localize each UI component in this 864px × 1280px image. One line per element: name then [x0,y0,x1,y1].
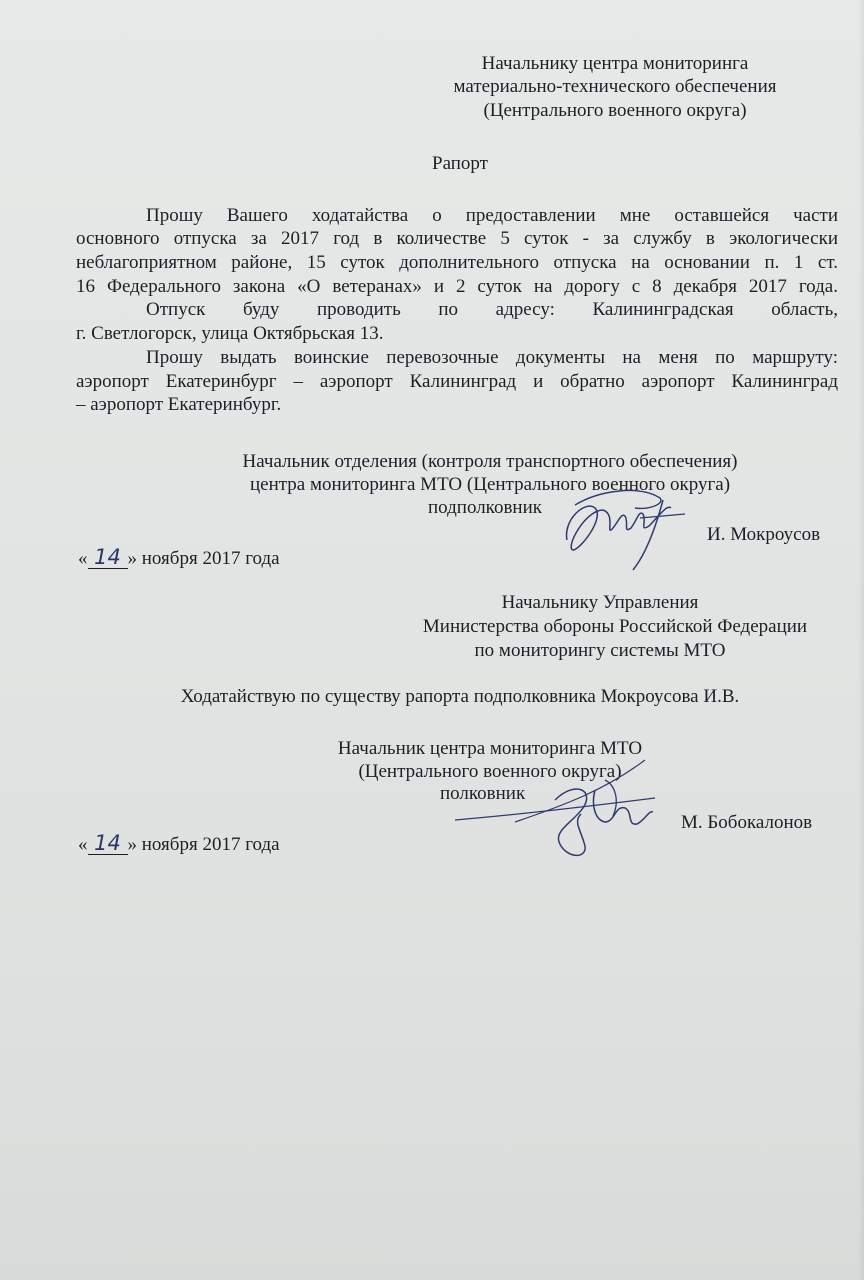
signer1-date-rest: » ноября 2017 года [127,548,280,569]
body-line-6: г. Светлогорск, улица Октябрьская 13. [76,323,384,344]
signer2-date [78,832,280,856]
signer2-position-line-1: Начальник центра мониторинга МТО [337,738,643,759]
signer2-date-open-quote: « [78,834,88,855]
signer2-date-rest: » ноября 2017 года [127,834,280,855]
signer2-date-day: 14 [94,831,121,855]
addressee-line-1: Начальнику центра мониторинга [481,53,749,74]
addressee2-line-1: Начальнику Управления [501,592,699,613]
signer1-date [78,546,280,570]
addressee-line-3: (Центрального военного округа) [483,100,747,121]
signature-mokrousov [545,470,695,580]
body-line-7: Прошу выдать воинские перевозочные документы на меня по маршруту: [146,347,838,368]
addressee-line-2: материально-технического обеспечения [453,76,777,97]
signer1-date-open-quote: « [78,548,88,569]
signer1-rank: подполковник [428,497,542,518]
signer2-rank: полковник [440,783,526,804]
body-line-1: Прошу Вашего ходатайства о предоставлении мне оставшейся части [146,205,838,226]
signer2-name: М. Бобокалонов [681,812,813,833]
signer1-date-day: 14 [94,545,121,569]
body-line-4: 16 Федерального закона «О ветеранах» и 2 суток на дорогу с 8 декабря 2017 года. [76,276,838,297]
body-line-2: основного отпуска за 2017 год в количестве 5 суток - за службу в экологически [76,228,838,249]
addressee2-line-3: по мониторингу системы МТО [474,640,726,661]
document-title: Рапорт [432,153,488,174]
signer1-position-line-2: центра мониторинга МТО (Центрального военного округа) [249,474,731,495]
signer1-name: И. Мокроусов [707,524,821,545]
body-line-5: Отпуск буду проводить по адресу: Калининградская область, [146,299,838,320]
signer2-position-line-2: (Центрального военного округа) [358,761,622,782]
signature-bobokalonov [455,750,695,870]
addressee2-line-2: Министерства обороны Российской Федерации [422,616,808,637]
body-line-9: – аэропорт Екатеринбург. [76,394,282,415]
petition-text: Ходатайствую по существу рапорта подполковника Мокроусова И.В. [180,686,740,707]
signer1-position-line-1: Начальник отделения (контроля транспортного обеспечения) [242,451,738,472]
body-line-3: неблагоприятном районе, 15 суток дополнительного отпуска на основании п. 1 ст. [76,252,838,273]
body-line-8: аэропорт Екатеринбург – аэропорт Калининград и обратно аэропорт Калининград [76,371,838,392]
page-shadow-edge [858,0,864,1280]
